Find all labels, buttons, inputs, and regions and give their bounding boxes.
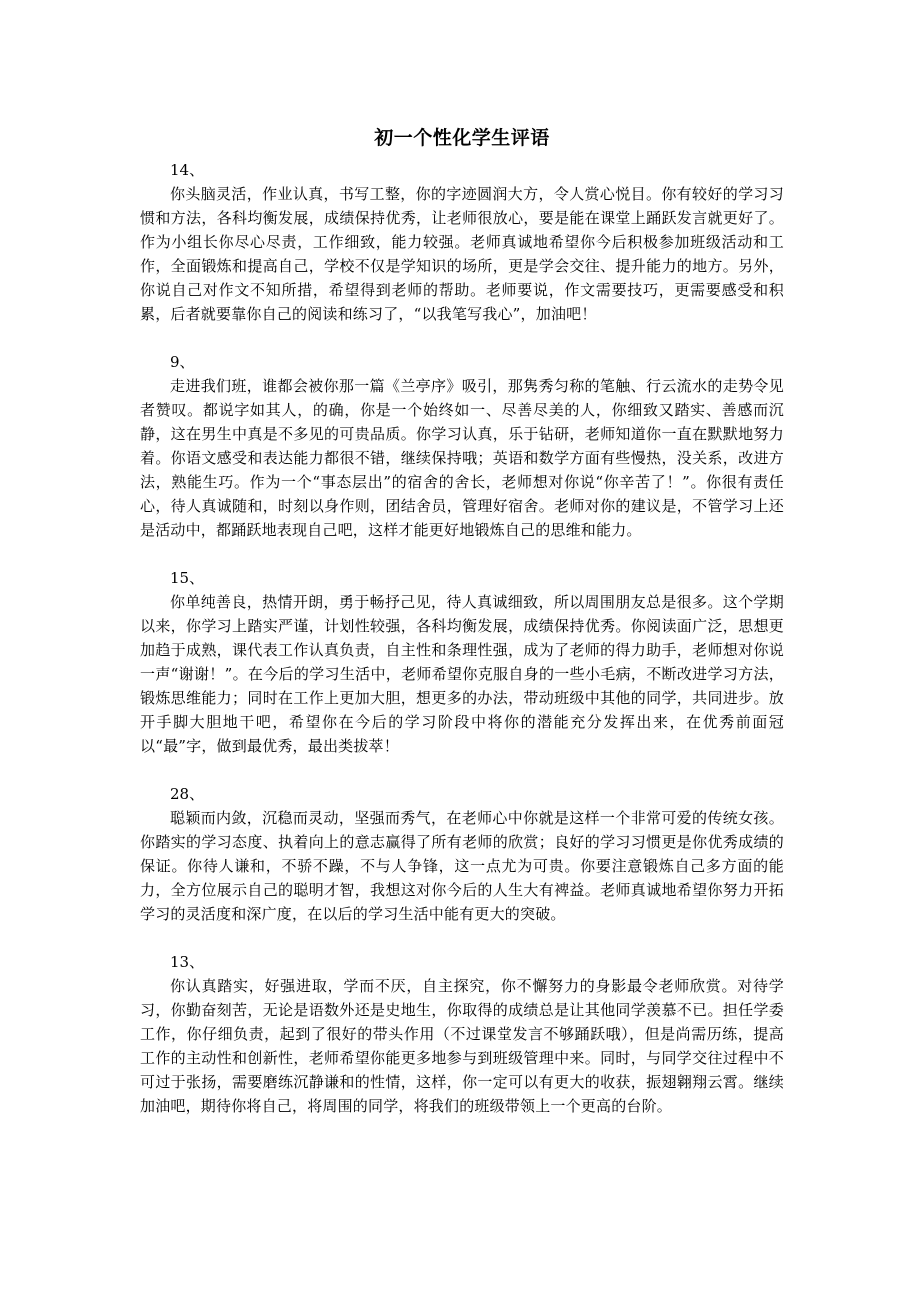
comment-entry xyxy=(140,950,784,1118)
entry-number: 15、 xyxy=(170,569,205,587)
entry-number: 28、 xyxy=(170,785,205,803)
comment-entry xyxy=(140,782,784,926)
entry-text: 走进我们班，谁都会被你那一篇《兰亭序》吸引，那隽秀匀称的笔触、行云流水的走势令见者赞叹。都说字如其人，的确，你是一个始终如一、尽善尽美的人，你细致又踏实、善感而沉静，这在男生中真是不多见的可贵品质。你学习认真，乐于钻研，老师知道你一直在默默地努力着。你语文感受和表达能力都很不错，继续保持哦；英语和数学方面有些慢热，没关系，改进方法，熟能生巧。作为一个“事态层出”的宿舍的舍长，老师想对你说“你辛苦了！”。你很有责任心，待人真诚随和，时刻以身作则，团结舍员，管理好宿舍。老师对你的建议是，不管学习上还是活动中，都踊跃地表现自己吧，这样才能更好地锻炼自己的思维和能力。 xyxy=(140,377,784,539)
document-page xyxy=(140,118,784,1142)
entry-text: 你认真踏实，好强进取，学而不厌，自主探究，你不懈努力的身影最令老师欣赏。对待学习，你勤奋刻苦，无论是语数外还是史地生，你取得的成绩总是让其他同学羡慕不已。担任学委工作，你仔细负责，起到了很好的带头作用（不过课堂发言不够踊跃哦），但是尚需历练，提高工作的主动性和创新性，老师希望你能更多地参与到班级管理中来。同时，与同学交往过程中不可过于张扬，需要磨练沉静谦和的性情，这样，你一定可以有更大的收获，振翅翱翔云霄。继续加油吧，期待你将自己，将周围的同学，将我们的班级带领上一个更高的台阶。 xyxy=(140,977,784,1115)
comment-entry xyxy=(140,158,784,326)
entry-text: 你单纯善良，热情开朗，勇于畅抒己见，待人真诚细致，所以周围朋友总是很多。这个学期以来，你学习上踏实严谨，计划性较强，各科均衡发展，成绩保持优秀。你阅读面广泛，思想更加趋于成熟，课代表工作认真负责，自主性和条理性强，成为了老师的得力助手，老师想对你说一声“谢谢！”。在今后的学习生活中，老师希望你克服自身的一些小毛病，不断改进学习方法，锻炼思维能力；同时在工作上更加大胆，想更多的办法，带动班级中其他的同学，共同进步。放开手脚大胆地干吧，希望你在今后的学习阶段中将你的潜能充分发挥出来，在优秀前面冠以“最”字，做到最优秀，最出类拔萃！ xyxy=(140,593,784,755)
entry-number: 14、 xyxy=(170,161,205,179)
document-title: 初一个性化学生评语 xyxy=(374,127,550,149)
entry-number: 9、 xyxy=(170,353,195,371)
comment-entry xyxy=(140,566,784,758)
entry-number: 13、 xyxy=(170,953,205,971)
entry-text: 聪颖而内敛，沉稳而灵动，坚强而秀气，在老师心中你就是这样一个非常可爱的传统女孩。你踏实的学习态度、执着向上的意志赢得了所有老师的欣赏；良好的学习习惯更是你优秀成绩的保证。你待人谦和，不骄不躁，不与人争锋，这一点尤为可贵。你要注意锻炼自己多方面的能力，全方位展示自己的聪明才智，我想这对你今后的人生大有裨益。老师真诚地希望你努力开拓学习的灵活度和深广度，在以后的学习生活中能有更大的突破。 xyxy=(140,809,784,923)
entry-text: 你头脑灵活，作业认真，书写工整，你的字迹圆润大方，令人赏心悦目。你有较好的学习习惯和方法，各科均衡发展，成绩保持优秀，让老师很放心，要是能在课堂上踊跃发言就更好了。作为小组长你尽心尽责，工作细致，能力较强。老师真诚地希望你今后积极参加班级活动和工作，全面锻炼和提高自己，学校不仅是学知识的场所，更是学会交往、提升能力的地方。另外，你说自己对作文不知所措，希望得到老师的帮助。老师要说，作文需要技巧，更需要感受和积累，后者就要靠你自己的阅读和练习了，“以我笔写我心”，加油吧！ xyxy=(140,185,784,323)
comment-entry xyxy=(140,350,784,542)
